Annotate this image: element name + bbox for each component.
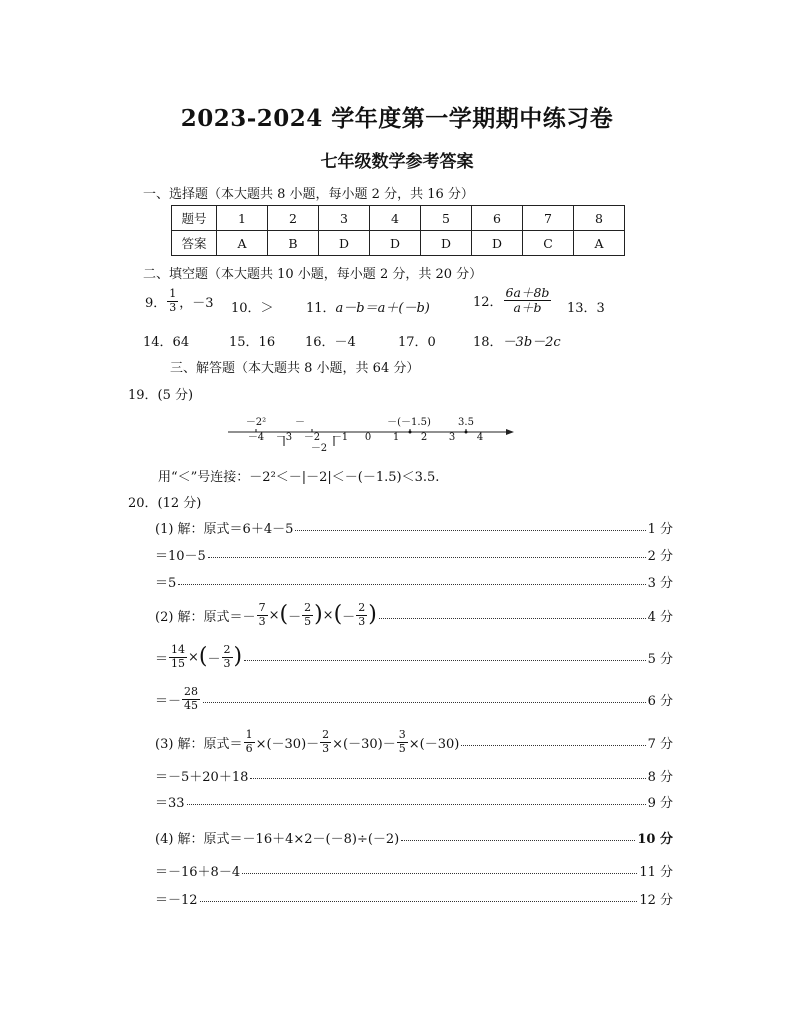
section1-heading: 一、选择题（本大题共 8 小题，每小题 2 分，共 16 分） <box>143 187 474 202</box>
score-label: 4 分 <box>647 609 673 625</box>
score-label: 7 分 <box>647 736 673 752</box>
solution-line: ＝－12 12 分 <box>155 889 673 908</box>
tick-label: 4 <box>476 432 484 443</box>
table-cell: D <box>370 231 421 256</box>
fraction: $\frac{2}{3}$ <box>358 600 366 628</box>
tick-label: －2 <box>303 432 321 443</box>
table-cell: 8 <box>574 206 625 231</box>
score-label: 2 分 <box>647 549 673 564</box>
dot-leader <box>244 660 645 661</box>
fraction: $\frac{1}{3}$ <box>169 287 177 314</box>
solution-line: (3) 解：原式＝ $\frac{1}{6}$ ×(－30)－ $\frac{2}{3}$ ×(－30)－ $\frac{3}{5}$ ×(－30) 7 分 <box>155 727 673 755</box>
solution-line: ＝－5＋20＋18 8 分 <box>155 766 673 785</box>
answer-q10: 10．＞ <box>231 301 274 316</box>
section3-heading: 三、解答题（本大题共 8 小题，共 64 分） <box>170 361 420 376</box>
fraction: $\frac{3}{5}$ <box>398 727 406 755</box>
table-cell: 2 <box>268 206 319 231</box>
solution-line: ＝－16＋8－4 11 分 <box>155 861 673 880</box>
point-label: －2² <box>245 417 267 428</box>
answer-q12: 12． $\frac{6a+8b}{a+b}$ <box>473 285 550 316</box>
document-title: 2023-2024 学年度第一学期期中练习卷 <box>180 105 614 132</box>
tick-label: 1 <box>392 432 400 443</box>
point-dot <box>465 431 468 434</box>
solution-line: ＝10－5 2 分 <box>155 545 673 564</box>
dot-leader <box>203 702 646 703</box>
table-cell: 3 <box>319 206 370 231</box>
dot-leader <box>401 840 635 841</box>
score-label: 6 分 <box>647 693 673 709</box>
table-cell: D <box>421 231 472 256</box>
solution-line: ＝－ $\frac{28}{45}$ 6 分 <box>155 684 673 712</box>
score-label: 5 分 <box>647 651 673 667</box>
tick-label: －1 <box>331 432 349 443</box>
dot-leader <box>461 745 645 746</box>
dot-leader <box>379 618 646 619</box>
tick-label: 2 <box>420 432 428 443</box>
q19-conclusion: 用“＜”号连接：－2²＜－|－2|＜－(－1.5)＜3.5. <box>158 470 440 485</box>
section2-heading: 二、填空题（本大题共 10 小题，每小题 2 分，共 20 分） <box>143 267 483 282</box>
arrow-right-icon <box>506 429 514 435</box>
solution-line: ＝33 9 分 <box>155 792 673 811</box>
table-cell: D <box>319 231 370 256</box>
document-subtitle: 七年级数学参考答案 <box>320 152 474 172</box>
score-label: 11 分 <box>639 865 673 880</box>
answer-q13: 13．3 <box>567 301 605 316</box>
point-label: － <box>295 417 305 428</box>
table-cell: D <box>472 231 523 256</box>
score-label: 9 分 <box>647 796 673 811</box>
dot-leader <box>208 557 646 558</box>
point-dot <box>409 431 412 434</box>
q20-label: 20．(12 分) <box>128 496 202 511</box>
table-cell: 7 <box>523 206 574 231</box>
score-label: 8 分 <box>647 770 673 785</box>
dot-leader <box>250 778 645 779</box>
answer-q14: 14．64 <box>143 335 190 350</box>
fraction: $\frac{2}{5}$ <box>304 600 312 628</box>
dot-leader <box>242 873 637 874</box>
answer-table <box>171 205 625 256</box>
fraction: $\frac{2}{3}$ <box>322 727 330 755</box>
point-label: －(－1.5) <box>387 417 431 428</box>
table-cell: B <box>268 231 319 256</box>
solution-line: ＝5 3 分 <box>155 572 673 591</box>
score-label: 12 分 <box>639 893 673 908</box>
table-cell: 6 <box>472 206 523 231</box>
answer-q15: 15．16 <box>229 335 276 350</box>
table-row-answers <box>172 231 625 256</box>
fraction: $\frac{1}{6}$ <box>245 727 253 755</box>
solution-line: ＝ $\frac{14}{15}$ × ( － $\frac{2}{3}$ ) 5 分 <box>155 642 673 670</box>
solution-line: (2) 解：原式＝－ $\frac{7}{3}$ × ( － $\frac{2}{5}$ ) × ( － $\frac{2}{3}$ ) 4 分 <box>155 600 673 628</box>
solution-line: (1) 解：原式＝6＋4－5 1 分 <box>155 518 673 537</box>
answer-q9: 9． $\frac{1}{3}$ ，－3 <box>145 287 214 314</box>
tick-label: 0 <box>364 432 372 443</box>
dot-leader <box>200 901 638 902</box>
point-label: －2 <box>310 443 328 454</box>
answer-q16: 16．－4 <box>305 335 356 350</box>
table-cell: 1 <box>217 206 268 231</box>
table-cell: 5 <box>421 206 472 231</box>
fraction: $\frac{28}{45}$ <box>184 684 199 712</box>
tick-label: －4 <box>247 432 265 443</box>
tick-label: 3 <box>448 432 456 443</box>
dot-leader <box>178 584 645 585</box>
solution-line: (4) 解：原式＝－16＋4×2－(－8)÷(－2) 10 分 <box>155 828 673 847</box>
fraction: $\frac{14}{15}$ <box>171 642 186 670</box>
answer-q17: 17．0 <box>398 335 436 350</box>
table-cell: C <box>523 231 574 256</box>
score-label: 10 分 <box>637 832 673 847</box>
fraction: $\frac{2}{3}$ <box>223 642 231 670</box>
tick-label: －3 <box>275 432 293 443</box>
number-line <box>222 410 522 454</box>
dot-leader <box>295 530 645 531</box>
point-label: 3.5 <box>458 417 474 428</box>
table-header-cell: 题号 <box>172 206 217 231</box>
fraction: $\frac{6a+8b}{a+b}$ <box>505 285 550 316</box>
table-cell: A <box>217 231 268 256</box>
answer-q18: 18．－3b－2c <box>473 335 561 350</box>
score-label: 3 分 <box>647 576 673 591</box>
dot-leader <box>187 804 646 805</box>
q19-label: 19．(5 分) <box>128 388 194 403</box>
answer-q11: 11．a－b＝a＋(－b) <box>306 301 430 316</box>
table-header-cell: 答案 <box>172 231 217 256</box>
score-label: 1 分 <box>647 522 673 537</box>
table-row-numbers <box>172 206 625 231</box>
table-cell: A <box>574 231 625 256</box>
table-cell: 4 <box>370 206 421 231</box>
fraction: $\frac{7}{3}$ <box>258 600 266 628</box>
